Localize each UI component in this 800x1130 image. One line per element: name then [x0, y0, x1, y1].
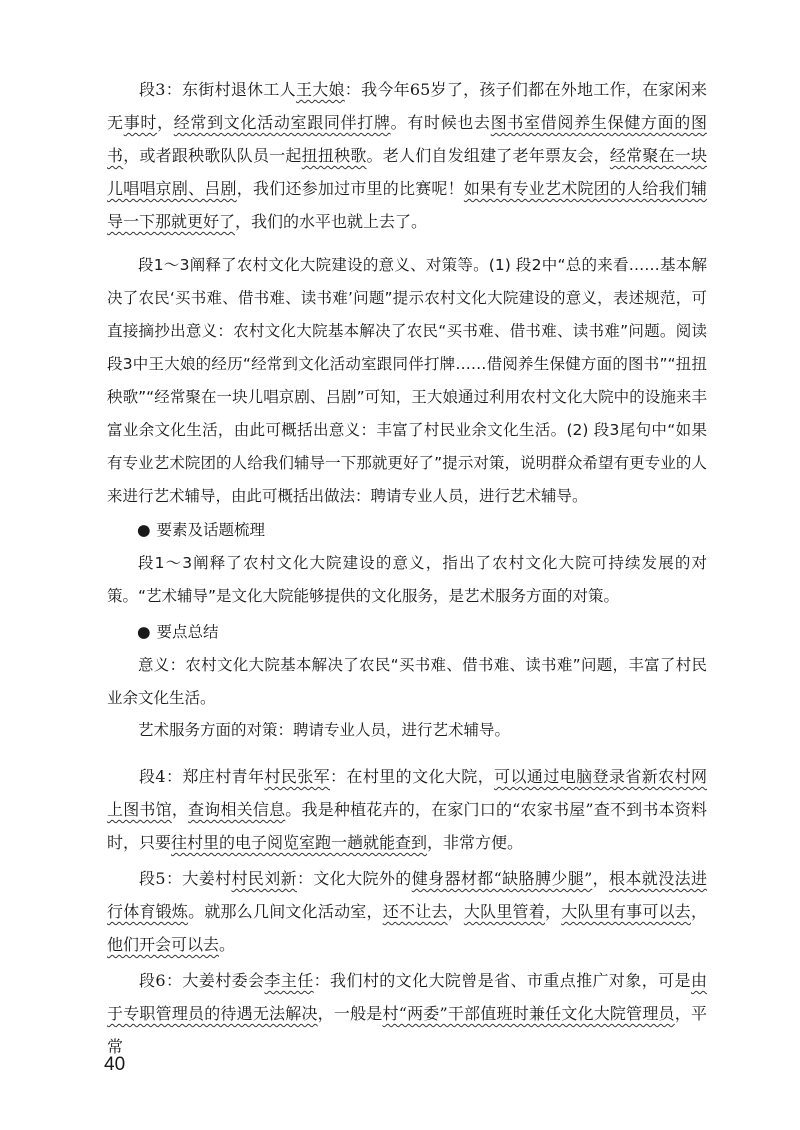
underlined-phrase: 如果有专业艺术院团的人给我们辅导一下那就更好了 — [107, 179, 707, 231]
underlined-phrase: 图书室借阅养生保健方面的图书 — [107, 113, 707, 165]
text-segment: 段4：郑庄村青年 — [139, 767, 265, 786]
analysis-paragraph-2: 段1～3阐释了农村文化大院建设的意义，指出了农村文化大院可持续发展的对策。“艺术辅导”是文化大院能够提供的文化服务，是艺术服务方面的对策。 — [107, 554, 707, 605]
page-number: 40 — [104, 1054, 126, 1075]
text-segment: 。 — [219, 935, 236, 954]
underlined-phrase: 村民刘新 — [231, 869, 298, 888]
text-segment: 。就那么几间文化活动室， — [188, 902, 383, 921]
underlined-phrase: 大队里管着 — [463, 902, 545, 921]
text-segment: ：文化大院外的 — [297, 869, 412, 888]
text-segment: ， — [592, 869, 610, 888]
text-segment: 。有时候也去 — [390, 113, 491, 132]
underlined-phrase: 健身器材都“缺胳膊少腿” — [411, 869, 593, 888]
text-segment: 。我是种植花卉的，在家门口的“农家书屋”查不到书本资料时，只要 — [107, 800, 707, 852]
text-segment: 。老人们自发组建了老年票友会， — [366, 146, 610, 165]
summary-countermeasure: 艺术服务方面的对策：聘请专业人员，进行艺术辅导。 — [138, 721, 511, 739]
underlined-phrase: 村“两委”干部值班时兼任文化大院管理员 — [382, 1004, 675, 1023]
underlined-phrase: 经常聚在一块儿唱唱京剧、吕剧 — [107, 146, 707, 198]
underlined-phrase: 村民张军 — [264, 767, 331, 786]
bullet-label: 要点总结 — [156, 623, 219, 641]
bullet-label: 要素及话题梳理 — [156, 521, 266, 539]
paragraph-4 — [107, 760, 707, 859]
text-segment: ， — [447, 902, 464, 921]
underlined-phrase: 往村里的电子阅览室跑一趟就能查到 — [171, 833, 428, 852]
underlined-phrase: 王大娘 — [295, 80, 345, 99]
paragraph-6 — [107, 964, 707, 1063]
underlined-phrase: 查询相关信息 — [188, 800, 286, 819]
text-segment: ，一般是 — [317, 1004, 383, 1023]
text-segment: 段5：大姜村 — [139, 869, 232, 888]
underlined-phrase: 可以通过电脑登录省新农村网上图书馆 — [107, 767, 707, 819]
text-segment: ， — [544, 902, 562, 921]
text-segment: ，我们的水平也就上去了。 — [235, 212, 428, 231]
bullet-icon: ● — [137, 521, 151, 539]
text-segment: ：我们村的文化大院曾是省、市重点推广对象，可是 — [313, 971, 691, 990]
text-segment: ，我们还参加过市里的比赛呢！ — [236, 179, 464, 198]
text-segment: 段6：大姜村委会 — [139, 971, 265, 990]
analysis-paragraph-1: 段1～3阐释了农村文化大院建设的意义、对策等。(1) 段2中“总的来看……基本解决了农民‘买书难、借书难、读书难’问题”提示农村文化大院建设的意义，表述规范，可直接摘抄出意义：农村文化大院基本解决了农民“买书难、借书难、读书难”问题。阅读段3中王大娘的经历“经常到文化活动室跟同伴打牌……借阅养生保健方面的图书”“扭扭秧歌”“经常聚在一块儿唱京剧、吕剧”可知，王大娘通过利用农村文化大院中的设施来丰富业余文化生活，由此可概括出意义：丰富了村民业余文化生活。(2) 段3尾句中“如果有专业艺术院团的人给我们辅导一下那就更好了”提示对策，说明群众希望有更专业的人来进行艺术辅导，由此可概括出做法：聘请专业人员，进行艺术辅导。 — [107, 256, 707, 505]
text-segment: 段3：东街村退休工人 — [139, 80, 296, 99]
text-segment: ，非常方便。 — [427, 833, 524, 852]
text-segment: ， — [171, 800, 189, 819]
bullet-heading-summary — [137, 616, 219, 649]
underlined-phrase: 根本就没法进行体育锻炼 — [107, 869, 707, 921]
underlined-phrase: 他们开会可以去 — [107, 935, 220, 954]
paragraph-3 — [107, 73, 707, 238]
paragraph-5 — [107, 862, 707, 961]
text-segment: ， — [157, 113, 174, 132]
text-segment: ，平常 — [107, 1004, 707, 1056]
text-segment: ：我今年65岁了，孩子们都在外地工作，在家闲来无 — [107, 80, 707, 132]
text-segment: ，或者跟秧歌队队员一起 — [123, 146, 302, 165]
underlined-phrase: 扭扭秧歌 — [301, 146, 367, 165]
text-segment: ， — [690, 902, 707, 921]
text-segment: ：在村里的文化大院， — [330, 767, 495, 786]
underlined-phrase: 事时 — [123, 113, 158, 132]
bullet-heading-elements — [137, 514, 265, 547]
underlined-phrase: 由于专职管理员的待遇无法解决 — [107, 971, 707, 1023]
summary-meaning: 意义：农村文化大院基本解决了农民“买书难、借书难、读书难”问题，丰富了村民业余文化生活。 — [107, 656, 707, 707]
bullet-icon: ● — [137, 623, 151, 641]
underlined-phrase: 经常到文化活动室跟同伴打牌 — [173, 113, 391, 132]
underlined-phrase: 还不让去 — [382, 902, 448, 921]
underlined-phrase: 大队里有事可以去 — [561, 902, 691, 921]
underlined-phrase: 李主任 — [264, 971, 314, 990]
